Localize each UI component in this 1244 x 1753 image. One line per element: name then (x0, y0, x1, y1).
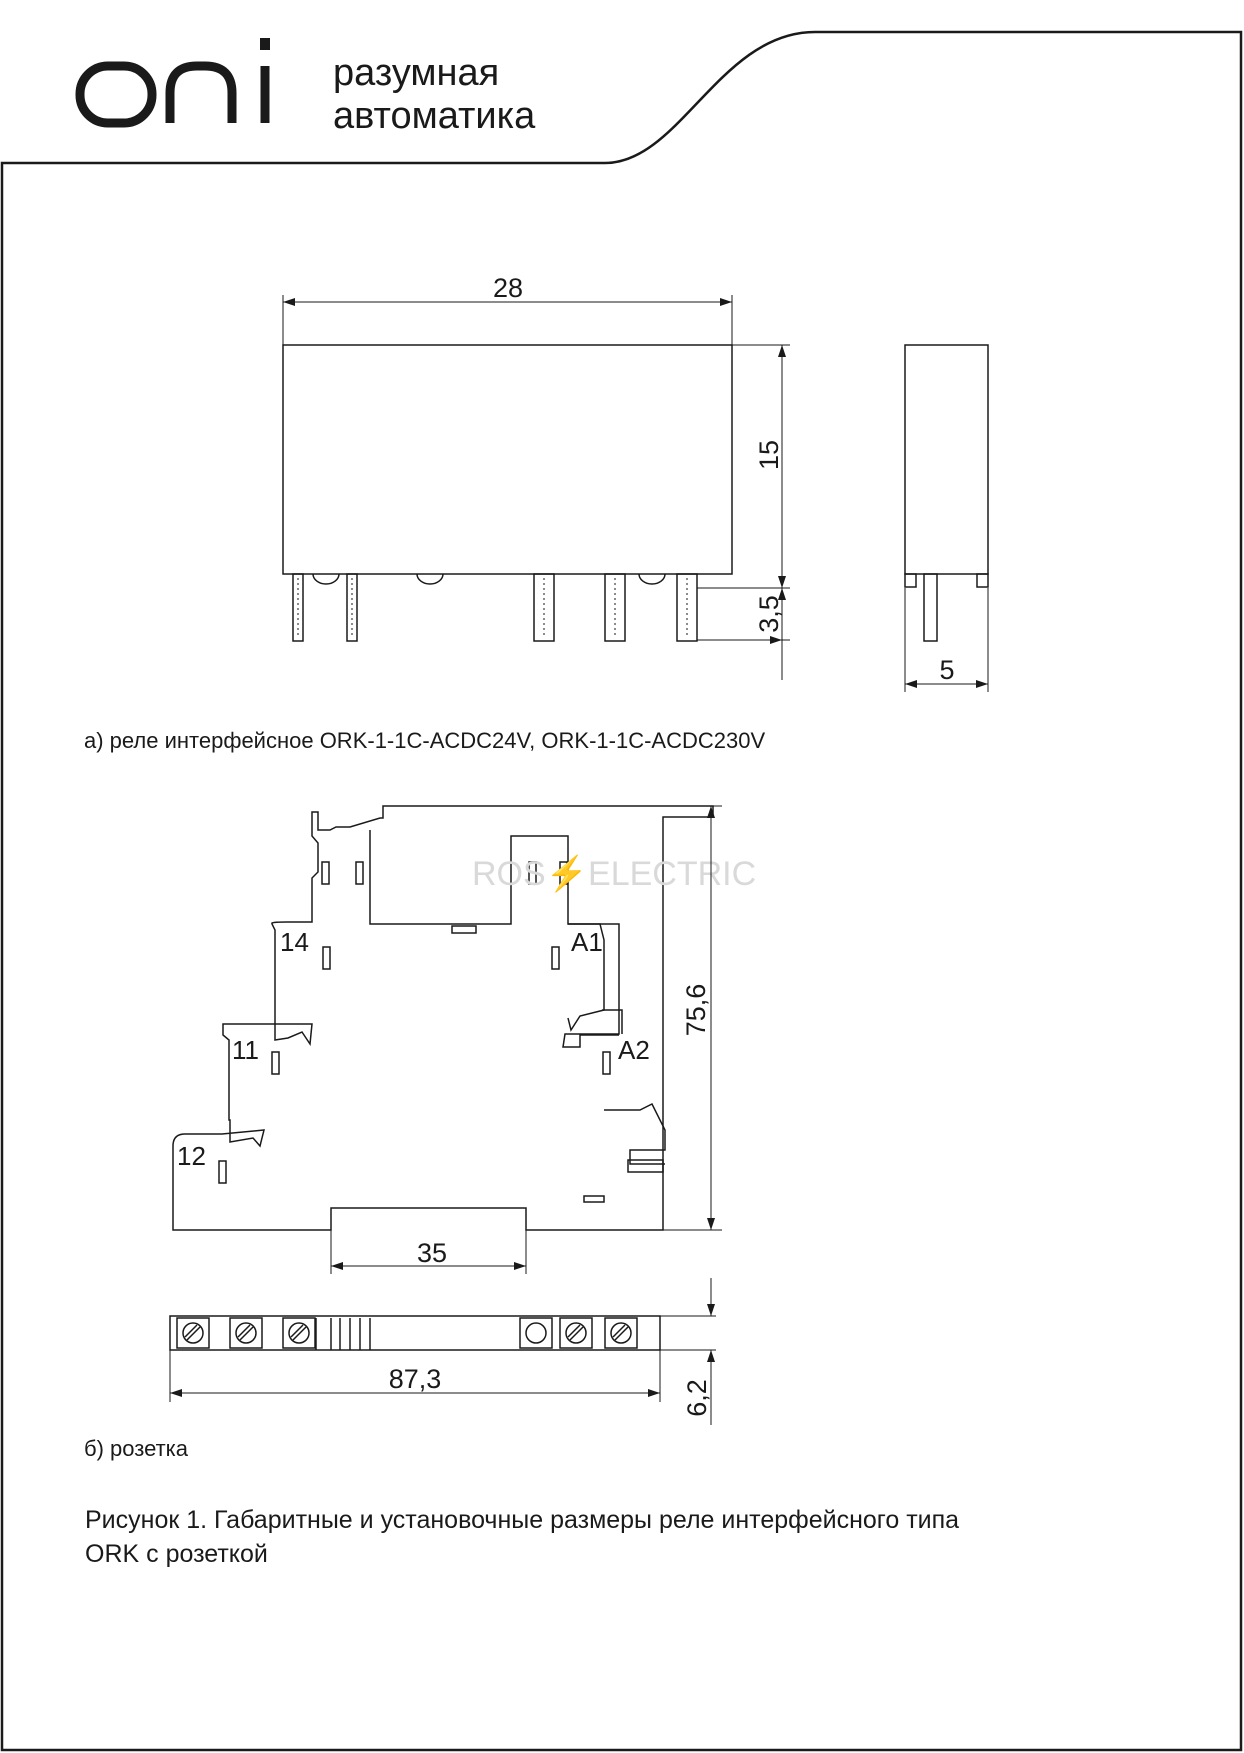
dim-relay-height-label: 15 (754, 439, 784, 471)
terminal-a1: A1 (571, 927, 603, 957)
terminal-12: 12 (177, 1141, 206, 1171)
figure-title-line1: Рисунок 1. Габаритные и установочные размеры реле интерфейсного типа (85, 1506, 960, 1534)
terminal-11: 11 (232, 1035, 259, 1065)
socket-right-profile (568, 924, 665, 1164)
dim-socket-length-label: 87,3 (388, 1364, 442, 1394)
dim-socket-height-label: 75,6 (681, 983, 711, 1037)
terminal-14: 14 (280, 927, 309, 957)
terminal-a2: A2 (618, 1035, 650, 1065)
watermark: ROS⚡ELECTRIC (472, 855, 757, 893)
dim-relay-pin-label: 3,5 (754, 595, 784, 633)
dim-relay-side-label: 5 (939, 655, 955, 685)
dim-socket-thickness-label: 6,2 (682, 1379, 712, 1417)
figure-title-line2: ORK с розеткой (85, 1540, 268, 1568)
socket-slots (219, 862, 663, 1202)
socket-caption: б) розетка (84, 1436, 189, 1461)
dim-relay-width-label: 28 (492, 273, 524, 303)
relay-side-view (905, 345, 988, 641)
oni-logo (80, 38, 270, 123)
relay-front-view (283, 345, 732, 641)
screw-terminals (183, 1323, 631, 1343)
tagline-line2: автоматика (333, 95, 536, 137)
dim-rail-width-label: 35 (416, 1238, 448, 1268)
tagline-line1: разумная (333, 52, 500, 94)
relay-caption: а) реле интерфейсное ORK-1-1C-ACDC24V, ORK-1-1C-ACDC230V (84, 728, 766, 753)
